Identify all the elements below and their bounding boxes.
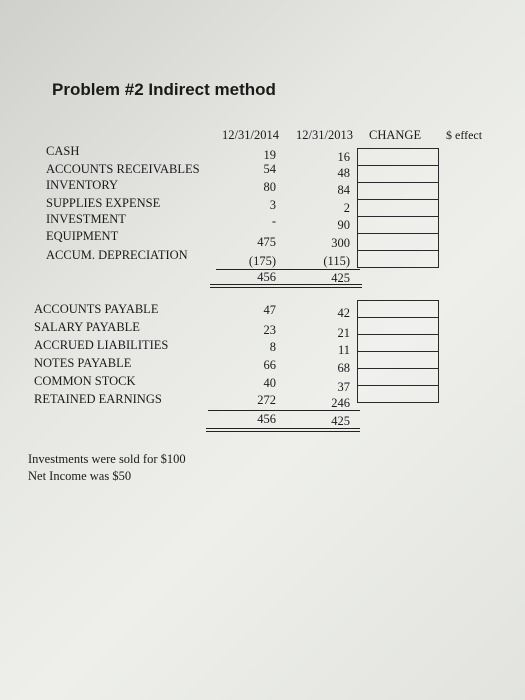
value-2014: 272 — [257, 393, 276, 407]
change-input-box[interactable] — [357, 182, 439, 199]
change-input-box[interactable] — [357, 233, 439, 250]
header-2014: 12/31/2014 — [222, 128, 279, 142]
note-net-income: Net Income was $50 — [28, 469, 132, 483]
value-2014: 54 — [263, 162, 276, 176]
row-label: ACCOUNTS PAYABLE — [34, 302, 159, 316]
change-input-box[interactable] — [357, 300, 439, 317]
change-input-box[interactable] — [357, 317, 439, 334]
row-retained-earnings — [0, 392, 525, 410]
change-input-box[interactable] — [357, 199, 439, 216]
row-accum-depreciation — [0, 248, 525, 266]
value-2013: 11 — [337, 343, 350, 357]
value-2014: 23 — [263, 323, 276, 337]
value-2013: 84 — [337, 183, 350, 197]
change-input-box[interactable] — [357, 148, 439, 165]
value-2014: - — [271, 214, 276, 228]
row-label: ACCOUNTS RECEIVABLES — [46, 162, 200, 176]
note-investments: Investments were sold for $100 — [28, 452, 186, 466]
row-label: ACCRUED LIABILITIES — [34, 338, 169, 352]
value-2014: (175) — [248, 254, 276, 268]
header-change: CHANGE — [369, 128, 422, 142]
total-2013: 425 — [331, 271, 350, 285]
value-2014: 47 — [263, 303, 276, 317]
row-label: RETAINED EARNINGS — [34, 392, 162, 406]
row-label: SALARY PAYABLE — [34, 320, 140, 334]
value-2013: 2 — [343, 201, 350, 215]
value-2013: 48 — [337, 166, 350, 180]
row-notes-payable — [0, 356, 525, 374]
value-2014: 40 — [263, 376, 276, 390]
value-2013: 68 — [337, 361, 350, 375]
row-label: COMMON STOCK — [34, 374, 136, 388]
change-input-box[interactable] — [357, 334, 439, 351]
value-2013: 16 — [337, 150, 350, 164]
row-equipment — [0, 229, 525, 250]
value-2013: (115) — [323, 254, 350, 268]
row-cash — [0, 144, 525, 162]
change-boxes-liabilities — [357, 300, 439, 403]
change-input-box[interactable] — [357, 368, 439, 385]
value-2013: 21 — [337, 326, 350, 340]
change-input-box[interactable] — [357, 165, 439, 182]
value-2014: 3 — [269, 198, 276, 212]
row-common-stock — [0, 374, 525, 392]
change-boxes-assets — [357, 148, 439, 268]
row-label: INVESTMENT — [46, 212, 126, 226]
row-accounts-payable — [0, 302, 525, 320]
row-label: SUPPLIES EXPENSE — [46, 196, 161, 210]
header-2013: 12/31/2013 — [296, 128, 353, 142]
change-input-box[interactable] — [357, 216, 439, 233]
row-salary-payable — [0, 320, 525, 338]
value-2013: 90 — [337, 218, 350, 232]
total-2014: 456 — [257, 412, 276, 426]
row-label: EQUIPMENT — [46, 229, 119, 243]
change-input-box[interactable] — [357, 250, 439, 268]
total-double-line — [210, 284, 362, 288]
row-investment — [0, 212, 525, 230]
row-label: NOTES PAYABLE — [34, 356, 132, 370]
value-2014: 8 — [269, 340, 276, 354]
total-2013: 425 — [331, 414, 350, 428]
row-liabilities-total — [0, 410, 525, 428]
row-label: ACCUM. DEPRECIATION — [46, 248, 188, 262]
value-2014: 66 — [263, 358, 276, 372]
total-double-line — [206, 428, 360, 432]
row-label: INVENTORY — [46, 178, 118, 192]
header-dollar-effect: $ effect — [446, 128, 483, 142]
row-label: CASH — [46, 144, 80, 158]
value-2013: 37 — [337, 380, 350, 394]
value-2014: 19 — [263, 148, 276, 162]
value-2013: 42 — [337, 306, 350, 320]
row-inventory — [0, 178, 525, 196]
value-2013: 300 — [331, 236, 350, 250]
row-accrued-liabilities — [0, 338, 525, 356]
value-2013: 246 — [331, 396, 350, 410]
page-title: Problem #2 Indirect method — [52, 80, 276, 99]
change-input-box[interactable] — [357, 351, 439, 368]
value-2014: 475 — [257, 235, 276, 249]
value-2014: 80 — [263, 180, 276, 194]
change-input-box[interactable] — [357, 385, 439, 403]
total-2014: 456 — [257, 270, 276, 284]
